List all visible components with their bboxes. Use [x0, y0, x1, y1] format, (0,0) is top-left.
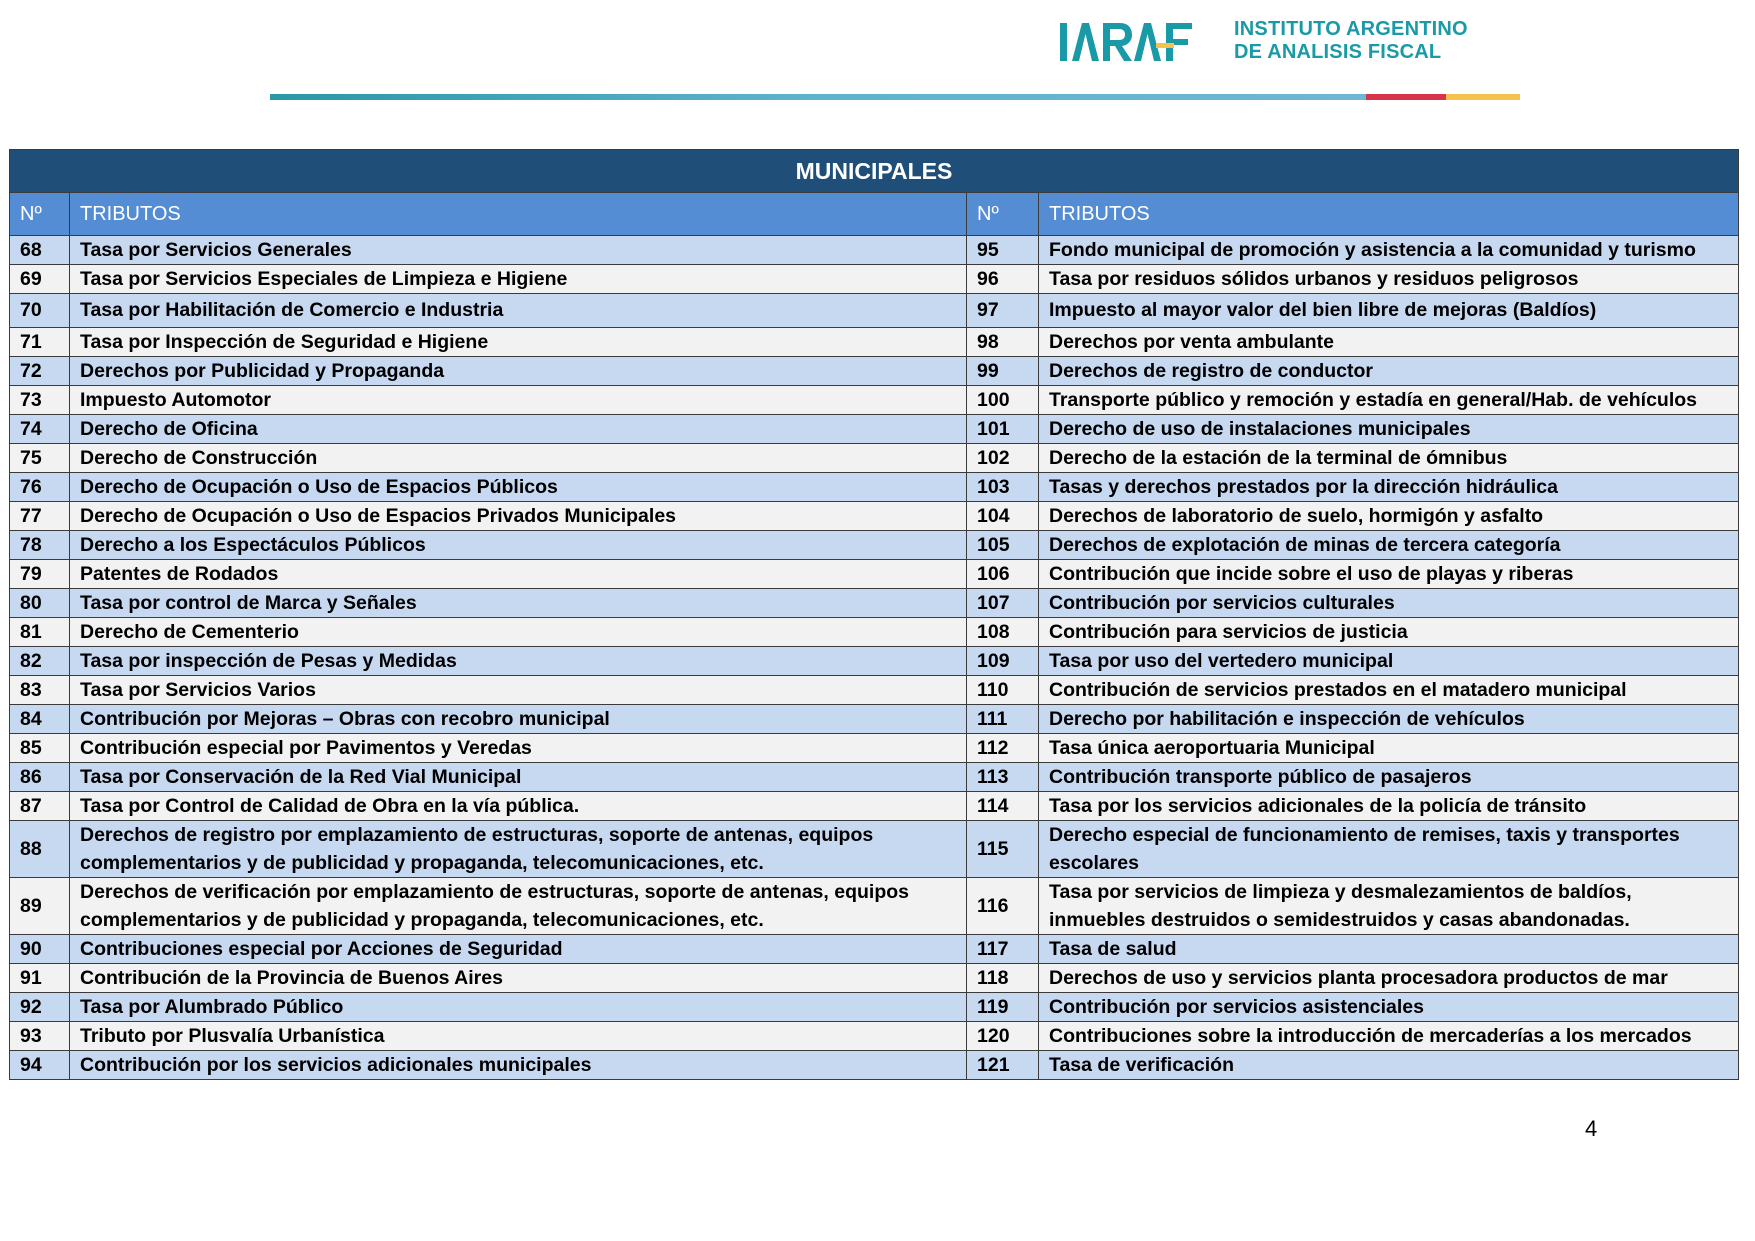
tributo-name-right: Derecho de la estación de la terminal de ómnibus [1039, 444, 1739, 473]
table-row [10, 444, 1739, 473]
tributo-name-left: Contribuciones especial por Acciones de Seguridad [70, 935, 967, 964]
iaraf-logo-mark [1058, 17, 1214, 65]
tributo-number-left: 80 [10, 589, 70, 618]
tributo-name-right: Derechos por venta ambulante [1039, 328, 1739, 357]
header-divider-red [1366, 94, 1446, 100]
tributo-name-left: Derechos por Publicidad y Propaganda [70, 357, 967, 386]
tributo-name-left: Derechos de verificación por emplazamiento de estructuras, soporte de antenas, equipos complementarios y de publicidad y propaganda, telecomunicaciones, etc. [70, 878, 967, 935]
table-row [10, 531, 1739, 560]
tributo-number-right: 113 [967, 763, 1039, 792]
tributo-number-right: 105 [967, 531, 1039, 560]
header-divider-yellow [1446, 94, 1520, 100]
table-row [10, 821, 1739, 878]
table-row [10, 589, 1739, 618]
tributo-number-right: 116 [967, 878, 1039, 935]
tributo-number-right: 104 [967, 502, 1039, 531]
table-row [10, 1022, 1739, 1051]
table-row [10, 676, 1739, 705]
table-body [10, 236, 1739, 1080]
tributo-number-right: 111 [967, 705, 1039, 734]
tributo-number-right: 97 [967, 294, 1039, 328]
tributo-number-left: 68 [10, 236, 70, 265]
tributo-name-left: Tasa por Inspección de Seguridad e Higiene [70, 328, 967, 357]
iaraf-logo [1058, 16, 1468, 66]
tributo-number-left: 85 [10, 734, 70, 763]
org-name [1234, 18, 1468, 64]
table-row [10, 386, 1739, 415]
tributo-number-left: 87 [10, 792, 70, 821]
tributo-number-right: 106 [967, 560, 1039, 589]
tributo-number-left: 94 [10, 1051, 70, 1080]
table-row [10, 964, 1739, 993]
tributo-number-left: 86 [10, 763, 70, 792]
tributo-number-left: 84 [10, 705, 70, 734]
tributo-name-left: Tasa por Servicios Varios [70, 676, 967, 705]
tributo-name-right: Derechos de registro de conductor [1039, 357, 1739, 386]
tributo-number-right: 109 [967, 647, 1039, 676]
tributo-number-right: 120 [967, 1022, 1039, 1051]
page-number: 4 [1585, 1116, 1598, 1141]
tributo-name-left: Derecho de Cementerio [70, 618, 967, 647]
tributo-number-left: 89 [10, 878, 70, 935]
tributo-name-right: Transporte público y remoción y estadía en general/Hab. de vehículos [1039, 386, 1739, 415]
tributo-number-right: 99 [967, 357, 1039, 386]
table-row [10, 473, 1739, 502]
tributo-name-right: Contribución por servicios culturales [1039, 589, 1739, 618]
tributo-name-right: Tasa por servicios de limpieza y desmalezamientos de baldíos, inmuebles destruidos o semidestruidos y casas abandonadas. [1039, 878, 1739, 935]
tributo-name-left: Derecho de Construcción [70, 444, 967, 473]
table-title: MUNICIPALES [10, 150, 1739, 193]
tributo-name-left: Patentes de Rodados [70, 560, 967, 589]
org-name-line2: DE ANALISIS FISCAL [1234, 41, 1442, 63]
table-row [10, 734, 1739, 763]
tributo-number-left: 71 [10, 328, 70, 357]
table-row [10, 878, 1739, 935]
column-header-tributos-left: TRIBUTOS [70, 193, 967, 236]
table-row [10, 560, 1739, 589]
table-row [10, 294, 1739, 328]
tributo-name-left: Derecho de Oficina [70, 415, 967, 444]
tributo-name-left: Tasa por Servicios Generales [70, 236, 967, 265]
tributo-name-left: Tasa por Conservación de la Red Vial Municipal [70, 763, 967, 792]
tributo-number-right: 119 [967, 993, 1039, 1022]
table-row [10, 618, 1739, 647]
tributo-name-left: Tasa por inspección de Pesas y Medidas [70, 647, 967, 676]
tributo-name-left: Tributo por Plusvalía Urbanística [70, 1022, 967, 1051]
tributo-name-left: Contribución por Mejoras – Obras con recobro municipal [70, 705, 967, 734]
column-header-number-right: Nº [967, 193, 1039, 236]
tributo-name-left: Tasa por Control de Calidad de Obra en la vía pública. [70, 792, 967, 821]
tributo-name-right: Derechos de uso y servicios planta procesadora productos de mar [1039, 964, 1739, 993]
tributo-name-right: Fondo municipal de promoción y asistencia a la comunidad y turismo [1039, 236, 1739, 265]
tributo-number-left: 90 [10, 935, 70, 964]
table-row [10, 415, 1739, 444]
tributo-number-right: 101 [967, 415, 1039, 444]
tributo-name-left: Tasa por Servicios Especiales de Limpieza e Higiene [70, 265, 967, 294]
tributo-number-left: 75 [10, 444, 70, 473]
tributo-name-right: Impuesto al mayor valor del bien libre de mejoras (Baldíos) [1039, 294, 1739, 328]
header-divider [270, 94, 1520, 100]
table-row [10, 792, 1739, 821]
tributo-name-right: Tasas y derechos prestados por la dirección hidráulica [1039, 473, 1739, 502]
tributo-name-left: Derechos de registro por emplazamiento de estructuras, soporte de antenas, equipos complementarios y de publicidad y propaganda, telecomunicaciones, etc. [70, 821, 967, 878]
tributo-name-left: Tasa por Habilitación de Comercio e Industria [70, 294, 967, 328]
tributo-number-left: 92 [10, 993, 70, 1022]
tributo-number-right: 95 [967, 236, 1039, 265]
tributo-number-right: 114 [967, 792, 1039, 821]
tributo-number-left: 79 [10, 560, 70, 589]
tributo-number-right: 110 [967, 676, 1039, 705]
tributo-name-right: Contribución por servicios asistenciales [1039, 993, 1739, 1022]
org-name-line1: INSTITUTO ARGENTINO [1234, 18, 1468, 40]
table-row [10, 265, 1739, 294]
tributo-number-left: 81 [10, 618, 70, 647]
tributo-number-right: 98 [967, 328, 1039, 357]
tributo-number-right: 118 [967, 964, 1039, 993]
tributo-number-left: 83 [10, 676, 70, 705]
tributo-name-right: Tasa de verificación [1039, 1051, 1739, 1080]
tributo-number-left: 93 [10, 1022, 70, 1051]
tributo-name-left: Contribución por los servicios adicionales municipales [70, 1051, 967, 1080]
tributo-name-right: Tasa única aeroportuaria Municipal [1039, 734, 1739, 763]
table-row [10, 647, 1739, 676]
header-divider-blue [270, 94, 1366, 100]
tributo-name-left: Derecho de Ocupación o Uso de Espacios Privados Municipales [70, 502, 967, 531]
table-row [10, 993, 1739, 1022]
tributo-number-right: 102 [967, 444, 1039, 473]
column-header-number-left: Nº [10, 193, 70, 236]
tributo-name-left: Tasa por Alumbrado Público [70, 993, 967, 1022]
tributo-name-left: Contribución especial por Pavimentos y Veredas [70, 734, 967, 763]
table-title-row [10, 150, 1739, 193]
table-row [10, 328, 1739, 357]
tributo-name-right: Derechos de explotación de minas de tercera categoría [1039, 531, 1739, 560]
table-row [10, 763, 1739, 792]
tributo-number-left: 76 [10, 473, 70, 502]
tributo-number-right: 103 [967, 473, 1039, 502]
tributo-name-right: Tasa por uso del vertedero municipal [1039, 647, 1739, 676]
tributo-name-right: Contribución de servicios prestados en el matadero municipal [1039, 676, 1739, 705]
tributo-number-left: 82 [10, 647, 70, 676]
tributo-name-left: Contribución de la Provincia de Buenos Aires [70, 964, 967, 993]
tributo-name-right: Contribución para servicios de justicia [1039, 618, 1739, 647]
tributo-number-right: 108 [967, 618, 1039, 647]
tributo-number-right: 121 [967, 1051, 1039, 1080]
table-row [10, 705, 1739, 734]
tributo-number-right: 107 [967, 589, 1039, 618]
table-header-row [10, 193, 1739, 236]
tributo-name-right: Derecho de uso de instalaciones municipales [1039, 415, 1739, 444]
table-row [10, 1051, 1739, 1080]
tributo-number-left: 70 [10, 294, 70, 328]
tributo-number-left: 91 [10, 964, 70, 993]
tributo-number-left: 73 [10, 386, 70, 415]
tributo-number-right: 115 [967, 821, 1039, 878]
column-header-tributos-right: TRIBUTOS [1039, 193, 1739, 236]
tributo-name-right: Contribución transporte público de pasajeros [1039, 763, 1739, 792]
tributo-name-right: Derecho por habilitación e inspección de vehículos [1039, 705, 1739, 734]
table-row [10, 502, 1739, 531]
tributo-number-left: 78 [10, 531, 70, 560]
tributo-number-right: 112 [967, 734, 1039, 763]
table-row [10, 357, 1739, 386]
tributo-name-left: Derecho a los Espectáculos Públicos [70, 531, 967, 560]
tributo-number-left: 72 [10, 357, 70, 386]
tributo-number-right: 100 [967, 386, 1039, 415]
tributo-number-left: 74 [10, 415, 70, 444]
table-row [10, 236, 1739, 265]
tributo-number-left: 88 [10, 821, 70, 878]
tributo-number-left: 69 [10, 265, 70, 294]
tributo-name-left: Tasa por control de Marca y Señales [70, 589, 967, 618]
tributo-number-left: 77 [10, 502, 70, 531]
tributo-name-right: Tasa de salud [1039, 935, 1739, 964]
tributo-name-right: Tasa por los servicios adicionales de la policía de tránsito [1039, 792, 1739, 821]
table-row [10, 935, 1739, 964]
tributo-name-right: Contribución que incide sobre el uso de playas y riberas [1039, 560, 1739, 589]
tributo-name-right: Contribuciones sobre la introducción de mercaderías a los mercados [1039, 1022, 1739, 1051]
tributo-number-right: 96 [967, 265, 1039, 294]
tributo-name-right: Derechos de laboratorio de suelo, hormigón y asfalto [1039, 502, 1739, 531]
tributo-name-left: Derecho de Ocupación o Uso de Espacios Públicos [70, 473, 967, 502]
tributo-name-right: Tasa por residuos sólidos urbanos y residuos peligrosos [1039, 265, 1739, 294]
tributo-number-right: 117 [967, 935, 1039, 964]
municipales-table [9, 149, 1739, 1080]
tributo-name-left: Impuesto Automotor [70, 386, 967, 415]
tributo-name-right: Derecho especial de funcionamiento de remises, taxis y transportes escolares [1039, 821, 1739, 878]
